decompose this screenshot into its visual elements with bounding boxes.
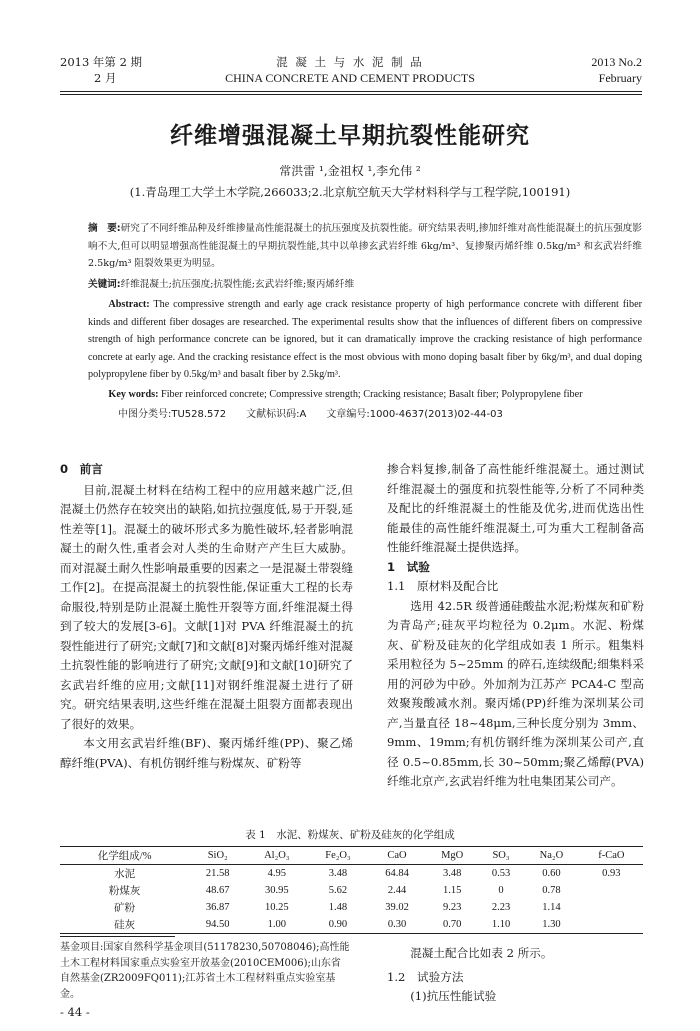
table-cell: 4.95 [267,868,286,879]
table-header-cell: MgO [441,850,464,861]
table-cell: 5.62 [328,885,348,896]
table-header-cell: Na₂O [539,850,564,861]
right-column [387,460,644,792]
table-cell: 3.48 [442,868,462,879]
keywords-cn-label: 关键词: [88,279,121,290]
table-cell: 水泥 [114,869,136,880]
table-cell: 21.58 [205,868,230,879]
table-cell [580,916,643,934]
table-header-row [60,847,643,865]
header-rule-thin [60,94,642,95]
table-cell: 2.44 [387,885,407,896]
abstract-en [88,296,642,384]
footnote-funding: 基金项目:国家自然科学基金项目(51178230,50708046);高性能土木工程材料国家重点实验室开放基金(2010CEM006);山东省自然基金(ZR2009FQ011);江苏省土木工程材料重点实验室基金。 [60,942,350,1000]
table-cell: 0.60 [542,868,561,879]
affiliation: (1.青岛理工大学土木学院,266033;2.北京航空航天大学材料科学与工程学院,100191) [129,185,571,199]
table-header-cell: 化学组成/% [97,851,152,862]
subsection-heading-method: 1.2 试验方法 [387,969,464,984]
authors: 常洪雷 ¹,金祖权 ¹,李允伟 ² [279,164,421,178]
keywords-en-label: Key words: [108,389,159,400]
keywords-en-text: Fiber reinforced concrete; Compressive strength; Cracking resistance; Basalt fiber; Polypropylene fiber [161,389,583,400]
journal-name-cn: 混 凝 土 与 水 泥 制 品 [276,55,424,69]
table-caption: 表 1 水泥、粉煤灰、矿粉及硅灰的化学组成 [245,829,455,841]
page-number: - 44 - [60,1005,90,1019]
table-cell: 39.02 [385,902,409,913]
abstract-cn [88,220,642,273]
mix-ratio-note: 混凝土配合比如表 2 所示。 [410,946,553,960]
table-cell: 1.30 [542,919,561,930]
table-cell: 1.15 [442,885,462,896]
subsection-heading-materials: 1.1 原材料及配合比 [387,579,499,593]
table-cell: 10.25 [264,902,289,913]
table-header-cell: SO₃ [492,850,510,861]
table-cell: 2.23 [491,902,511,913]
table-cell: 1.10 [491,919,511,930]
materials-paragraph: 选用 42.5R 级普通硅酸盐水泥;粉煤灰和矿粉为青岛产;硅灰平均粒径为 0.2μm。水泥、粉煤灰、矿粉及硅灰的化学组成如表 1 所示。粗集料采用粒径为 5~25mm 的碎石,连续级配;细集料采用的河砂为中砂。外加剂为江苏产 PCA4-C 型高效聚羧酸减水剂。聚丙烯(PP)纤维为深圳某公司产,当量直径 18~48μm,三种长度分别为 3mm、9mm、19mm;有机仿钢纤维为深圳某公司产,直径 0.5~0.85mm,长 30~50mm;聚乙烯醇(PVA)纤维北京产,玄武岩纤维为牡电集团某公司产。 [387,598,644,788]
table-cell: 0.70 [442,919,462,930]
right-column-bottom [387,944,644,1007]
abstract-cn-label: 摘 要: [88,223,121,234]
section-heading-experiment: 1 试验 [387,559,430,574]
abstract-en-label: Abstract: [108,299,150,310]
keywords-cn-text: 纤维混凝土;抗压强度;抗裂性能;玄武岩纤维;聚丙烯纤维 [120,279,355,290]
table-row [60,916,643,934]
table-cell [580,882,643,899]
paper-title: 纤维增强混凝土早期抗裂性能研究 [170,123,530,149]
table-header-cell: f-CaO [598,850,625,861]
table-cell [580,899,643,916]
table-cell: 硅灰 [114,920,136,931]
compressive-test-heading: (1)抗压性能试验 [410,989,497,1003]
header-rule [60,91,642,92]
table-cell: 0.90 [328,919,348,930]
table-cell: 9.23 [442,902,462,913]
left-column [60,460,353,773]
issue-month-en: February [598,71,642,85]
intro-paragraph-2: 本文用玄武岩纤维(BF)、聚丙烯纤维(PP)、聚乙烯醇纤维(PVA)、有机仿钢纤维与粉煤灰、矿粉等 [60,736,353,770]
table-cell: 94.50 [205,919,230,930]
table-cell: 30.95 [264,885,289,896]
table-cell: 0.30 [387,919,407,930]
issue-no: 2013 No.2 [591,55,642,69]
table-cell: 64.84 [385,868,409,879]
classification-line: 中图分类号:TU528.572 文献标识码:A 文章编号:1000-4637(2013)02-44-03 [118,409,503,420]
chemical-composition-table [60,846,643,934]
table-header-cell: Fe₂O₃ [325,850,351,861]
intro-paragraph-1: 目前,混凝土材料在结构工程中的应用越来越广泛,但混凝土仍然存在较突出的缺陷,如抗拉强度低,易于开裂,延性差等[1]。混凝土的破坏形式多为脆性破坏,轻者影响混凝土的耐久性,重者会对人类的生命财产产生巨大威胁。而对混凝土耐久性影响最重要的因素之一是混凝土带裂缝工作[2]。在提高混凝土的抗裂性能,保证重大工程的长寿命服役,特别是防止混凝土脆性开裂等方面,纤维混凝土得到了较大的发展[3-6]。文献[1]对 PVA 纤维混凝土的抗裂性能进行了研究;文献[7]和文献[8]对聚丙烯纤维对混凝土抗裂性能的影响进行了研究;文献[9]和文献[10]研究了玄武岩纤维的应用;文献[11]对钢纤维混凝土进行了研究。研究结果表明,这些纤维在混凝土阻裂方面都表现出了很好的效果。 [60,482,353,731]
journal-name-en: CHINA CONCRETE AND CEMENT PRODUCTS [225,71,475,85]
keywords-cn [88,276,642,294]
table-row [60,899,643,916]
table-header-cell: SiO₂ [207,850,228,861]
table-cell: 0 [498,885,504,896]
table-cell: 0.93 [602,868,621,879]
table-cell: 0.78 [542,885,561,896]
table-cell: 3.48 [328,868,348,879]
table-cell: 0.53 [491,868,511,879]
table-cell: 48.67 [205,885,230,896]
table-header-cell: Al₂O₃ [264,850,290,861]
keywords-en [88,386,642,404]
section-heading-intro: 0 前言 [60,462,103,476]
table-row [60,865,643,883]
footnote-rule [60,936,175,937]
table-cell: 1.14 [542,902,561,913]
table-cell: 粉煤灰 [108,886,141,897]
abstract-cn-text: 研究了不同纤维品种及纤维掺量高性能混凝土的抗压强度及抗裂性能。研究结果表明,掺加纤维对高性能混凝土的抗压强度影响不大,但可以明显增强高性能混凝土的早期抗裂性能,其中以单掺玄武岩纤维 6kg/m³、复掺聚丙烯纤维 0.5kg/m³ 和玄武岩纤维 2.5kg/m³ 阻裂效果更为明显。 [88,223,642,269]
table-cell: 1.00 [267,919,286,930]
intro-continuation: 掺合料复掺,制备了高性能纤维混凝土。通过测试纤维混凝土的强度和抗裂性能等,分析了不同种类及配比的纤维混凝土的性能及优劣,进而优选出性能最佳的高性能纤维混凝土,可为重大工程制备高性能纤维混凝土提供选择。 [387,462,644,554]
table-cell: 1.48 [328,902,348,913]
issue-month: 2 月 [94,71,117,85]
abstract-en-text: The compressive strength and early age crack resistance property of high performance concrete with different fiber kinds and different fiber dosages are researched. The experimental results show that the influences of different fibers on compressive strength of high performance concrete can be ignored, but it can dramatically improve the cracking resistance of high performance concrete at early age. And the cracking resistance effect is the most obvious with mono doping basalt fiber by 6kg/m³, and dual doping polypropylene fiber by 0.5kg/m³ and basalt fiber by 2.5kg/m³. [88,299,642,381]
table-cell: 矿粉 [114,903,136,914]
table-row [60,882,643,899]
table-cell: 36.87 [205,902,230,913]
journal-issue-en [591,54,642,86]
table-header-cell: CaO [387,850,407,861]
issue-year: 2013 年第 2 期 [60,55,143,69]
